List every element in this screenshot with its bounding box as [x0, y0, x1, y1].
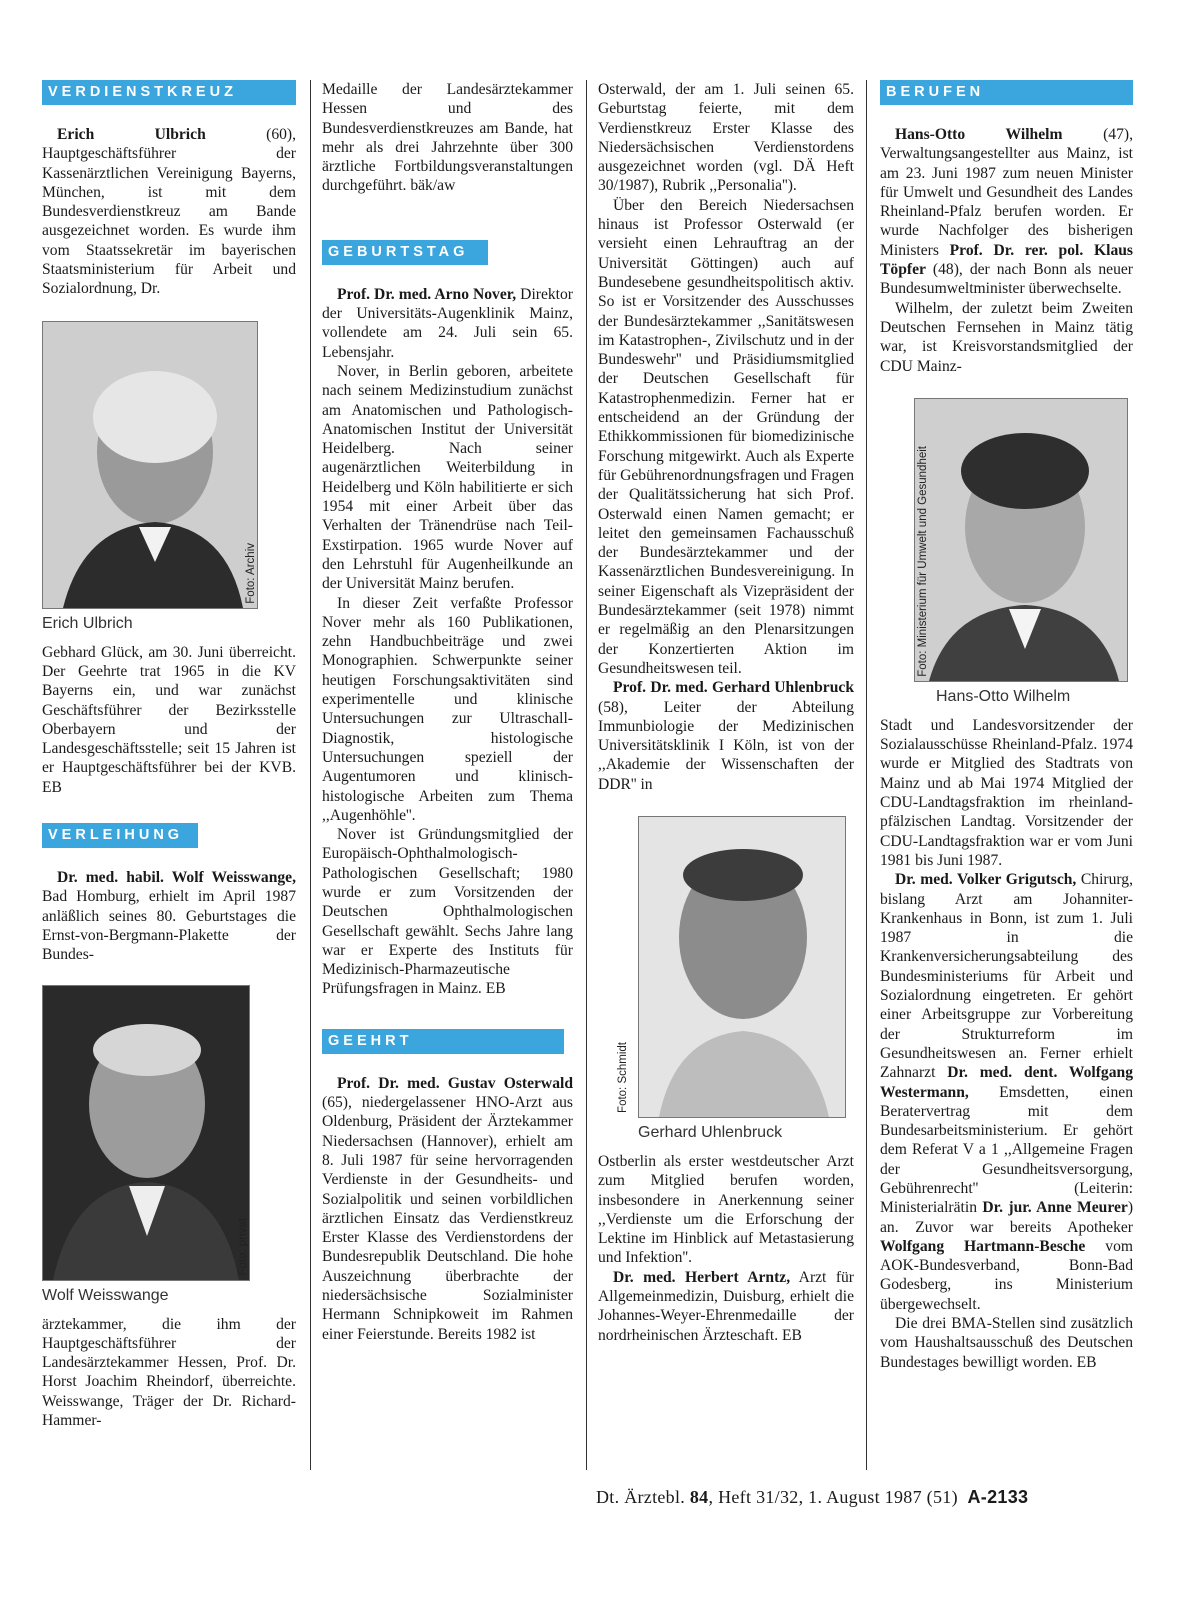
column-4	[880, 80, 1133, 1372]
paragraph-text: (65), niedergelassener HNO-Arzt aus Oldenburg, Präsident der Ärztekammer Niedersachsen (Hannover), erhielt am 8. Juli 1987 für seine hervorragenden Verdienste in der Gesundheits- und Sozialpolitik und seinen vorbildlichen ärztlichen Einsatz das Verdienstkreuz Erster Klasse des Verdienstordens der Bundesrepublik Deutschland. Die hohe Auszeichnung überbrachte der niedersächsische Sozialminister Hermann Schnipkoweit im Rahmen einer Feierstunde. Bereits 1982 ist	[322, 1094, 573, 1343]
portrait-image	[639, 817, 845, 1117]
paragraph-text: Emsdetten, einen Beratervertrag mit dem Bundesarbeitsministerium. Er gehört dem Referat V a 1 ,,Allgemeine Fragen der Gesundheitsversorgung, Gebührenrecht'' (Leiterin: Ministerialrätin	[880, 1083, 1133, 1217]
portrait-image	[915, 399, 1127, 681]
paragraph	[598, 1268, 854, 1345]
page-footer	[596, 1487, 1028, 1508]
paragraph: Gebhard Glück, am 30. Juni überreicht. Der Geehrte trat 1965 in die KV Bayerns ein, und war zunächst Geschäftsführer der Bezirksstelle Oberbayern und der Landesgeschäftsstelle; seit 15 Jahren ist er Hauptgeschäftsführer bei der KVB. EB	[42, 643, 296, 796]
paragraph: Ostberlin als erster westdeutscher Arzt zum Mitglied berufen worden, insbesondere in Anerkennung seiner ,,Verdienste um die Erforschung der Lektine im Hinblick auf Metastasierung und Infektion''.	[598, 1152, 854, 1267]
photo-credit: Foto: Schmidt	[617, 1042, 629, 1113]
paragraph: In dieser Zeit verfaßte Professor Nover mehr als 160 Publikationen, zehn Handbuchbeiträge und zwei Monographien. Schwerpunkte seiner heutigen Forschungsaktivitäten sind experimentelle und klinische Untersuchungen zur Ultraschall-Diagnostik, histologische Untersuchungen speziell der Augentumoren und klinisch-histologische Arbeiten zum Thema ,,Augenhöhle''.	[322, 594, 573, 824]
section-heading-verleihung: VERLEIHUNG	[42, 823, 198, 848]
person-name: Dr. med. Volker Grigutsch,	[895, 871, 1077, 889]
person-name: Dr. med. Herbert Arntz,	[613, 1268, 791, 1286]
paragraph-text: (60), Hauptgeschäftsführer der Kassenärztlichen Vereinigung Bayerns, München, ist mit dem Bundesverdienstkreuz am Bande ausgezeichnet worden. Es wurde ihm vom Staatssekretär im bayerischen Staatsministerium für Arbeit und Sozialordnung, Dr.	[42, 126, 297, 298]
photo-caption: Gerhard Uhlenbruck	[638, 1123, 783, 1141]
paragraph-text: Bad Homburg, erhielt im April 1987 anläßlich seines 80. Geburtstages die Ernst-von-Bergmann-Plakette der Bundes-	[42, 888, 296, 964]
photo-caption: Erich Ulbrich	[42, 614, 133, 632]
column-3	[598, 80, 854, 1345]
column-rule	[586, 80, 587, 1470]
paragraph	[322, 285, 573, 362]
section-heading-verdienstkreuz: VERDIENSTKREUZ	[42, 80, 296, 105]
page-number: A-2133	[967, 1487, 1029, 1507]
person-name: Wolfgang Hartmann-Besche	[880, 1237, 1086, 1255]
paragraph-text: ) an. Zuvor war bereits Apotheker	[880, 1199, 1134, 1236]
column-rule	[866, 80, 867, 1470]
portrait-photo-erich-ulbrich	[42, 321, 258, 609]
person-name: Dr. med. habil. Wolf Weisswange,	[57, 869, 296, 887]
column-1	[42, 80, 296, 1430]
paragraph	[880, 870, 1133, 1314]
journal-name: Dt. Ärztebl.	[596, 1487, 690, 1507]
paragraph: Stadt und Landesvorsitzender der Sozialausschüsse Rheinland-Pfalz. 1974 wurde er Mitglied des Stadtrats von Mainz und ab Mai 1974 Mitglied der CDU-Landtagsfraktion im rheinland-pfälzischen Landtag. Vorsitzender der CDU-Landtagsfraktion war er vom Juni 1981 bis Juni 1987.	[880, 716, 1133, 869]
column-2	[322, 80, 573, 1344]
paragraph-text: Arzt für Allgemeinmedizin, Duisburg, erhielt die Johannes-Weyer-Ehrenmedaille der nordrheinischen Ärzteschaft. EB	[598, 1268, 854, 1344]
paragraph	[598, 678, 854, 794]
section-heading-berufen: BERUFEN	[880, 80, 1133, 105]
paragraph-text: Direktor der Universitäts-Augenklinik Mainz, vollendete am 24. Juli sein 65. Lebensjahr.	[322, 285, 574, 361]
paragraph	[880, 125, 1133, 299]
portrait-photo-wolf-weisswange	[42, 985, 250, 1281]
photo-credit: Foto: privat	[237, 1218, 249, 1276]
person-name: Erich Ulbrich	[57, 126, 206, 143]
paragraph: ärztekammer, die ihm der Hauptgeschäftsführer der Landesärztekammer Hessen, Prof. Dr. Horst Joachim Rheindorf, überreichte. Weisswange, Träger der Dr. Richard-Hammer-	[42, 1315, 296, 1430]
person-name: Dr. med. dent. Wolfgang Westermann,	[880, 1064, 1133, 1101]
column-rule	[310, 80, 311, 1470]
paragraph	[42, 125, 296, 299]
paragraph-text: (48), der nach Bonn als neuer Bundesumweltminister überwechselte.	[880, 261, 1133, 298]
photo-caption: Wolf Weisswange	[42, 1286, 169, 1304]
paragraph	[322, 1074, 573, 1344]
portrait-image	[43, 986, 249, 1280]
paragraph	[42, 868, 296, 964]
paragraph: Wilhelm, der zuletzt beim Zweiten Deutschen Fernsehen in Mainz tätig war, ist Kreisvorstandsmitglied der CDU Mainz-	[880, 299, 1133, 375]
photo-credit: Foto: Archiv	[245, 542, 257, 604]
paragraph: Osterwald, der am 1. Juli seinen 65. Geburtstag feierte, mit dem Verdienstkreuz Erster Klasse des Niedersächsischen Verdienstordens ausgezeichnet worden (vgl. DÄ Heft 30/1987), Rubrik ,,Personalia'').	[598, 81, 854, 195]
photo-credit: Foto: Ministerium für Umwelt und Gesundheit	[917, 446, 929, 677]
person-name: Prof. Dr. med. Gerhard Uhlenbruck	[613, 679, 854, 697]
paragraph: Medaille der Landesärztekammer Hessen und des Bundesverdienstkreuzes am Bande, hat mehr als drei Jahrzehnte über 300 ärztliche Fortbildungsveranstaltungen durchgeführt. bäk/aw	[322, 81, 573, 195]
paragraph: Nover ist Gründungsmitglied der Europäisch-Ophthalmologisch-Pathologischen Gesellschaft; 1980 wurde er zum Vorsitzenden der Deutschen Ophthalmologischen Gesellschaft gewählt. Sechs Jahre lang war er Experte des Instituts für Medizinisch-Pharmazeutische Prüfungsfragen in Mainz. EB	[322, 826, 573, 998]
paragraph-text: vom AOK-Bundesverband, Bonn-Bad Godesberg, ins Ministerium übergewechselt.	[880, 1237, 1133, 1313]
paragraph-text: (58), Leiter der Abteilung Immunbiologie der Medizinischen Universitätsklinik I Köln, ist von der ,,Akademie der Wissenschaften der DDR'' in	[598, 698, 854, 793]
portrait-image	[43, 322, 257, 608]
paragraph-text: Chirurg, bislang Arzt am Johanniter-Krankenhaus in Bonn, ist zum 1. Juli 1987 in die Krankenversicherungsabteilung des Bundesministeriums für Arbeit und Sozialordnung eingetreten. Er gehört einer Arbeitsgruppe zur Vorbereitung der Strukturreform im Gesundheitswesen an. Ferner erhielt Zahnarzt	[880, 871, 1133, 1082]
person-name: Dr. jur. Anne Meurer	[982, 1199, 1128, 1217]
paragraph-text: (47), Verwaltungsangestellter aus Mainz, ist am 23. Juni 1987 zum neuen Minister für Umwelt und Gesundheit des Landes Rheinland-Pfalz berufen worden. Er wurde Nachfolger des bisherigen Ministers	[880, 126, 1133, 259]
portrait-photo-gerhard-uhlenbruck	[617, 816, 846, 1118]
person-name: Prof. Dr. med. Gustav Osterwald	[337, 1074, 573, 1092]
person-name: Hans-Otto Wilhelm	[895, 126, 1063, 143]
person-name: Prof. Dr. med. Arno Nover,	[337, 285, 517, 303]
portrait-photo-hans-otto-wilhelm	[914, 398, 1128, 682]
paragraph: Nover, in Berlin geboren, arbeitete nach seinem Medizinstudium zunächst am Anatomischen und Pathologisch-Anatomischen Institut der Universität Heidelberg. Nach seiner augenärztlichen Weiterbildung in Heidelberg und Köln habilitierte er sich 1954 mit einer Arbeit über das Verhalten der Tränendrüse nach Teil-Exstirpation. 1965 wurde Nover auf den Lehrstuhl für Augenheilkunde an der Universität Mainz berufen.	[322, 362, 573, 593]
issue-info: , Heft 31/32, 1. August 1987 (51)	[708, 1487, 958, 1507]
photo-caption: Hans-Otto Wilhelm	[936, 687, 1071, 705]
section-heading-geehrt: GEEHRT	[322, 1029, 564, 1054]
person-name: Prof. Dr. rer. pol. Klaus Töpfer	[880, 241, 1133, 279]
volume-number: 84	[689, 1487, 709, 1507]
section-heading-geburtstag: GEBURTSTAG	[322, 240, 488, 265]
paragraph: Die drei BMA-Stellen sind zusätzlich vom Haushaltsausschuß des Deutschen Bundestages bewilligt worden. EB	[880, 1315, 1133, 1371]
paragraph: Über den Bereich Niedersachsen hinaus ist Professor Osterwald (er versieht einen Lehrauftrag an der Universität Göttingen) auch auf Bundesebene gesundheitspolitisch aktiv. So ist er Vorsitzender des Ausschusses der Bundesärztekammer ,,Sanitätswesen im Katastrophen-, Zivilschutz und in der Bundeswehr'' und Präsidiumsmitglied der Deutschen Gesellschaft für Katastrophenmedizin. Ferner hat er entscheidend an der Gründung der Ethikkommissionen für biomedizinische Forschung mitgewirkt. Auch als Experte für Gebührenordnungsfragen und Fragen der Qualitätssicherung hat sich Prof. Osterwald einen Namen gemacht; er leitet den gemeinsamen Fachausschuß der Bundesärztekammer und der Kassenärztlichen Bundesvereinigung. In seiner Eigenschaft als Vizepräsident der Bundesärztekammer (seit 1978) nimmt er regelmäßig an den Plenarsitzungen der Konzertierten Aktion im Gesundheitswesen teil.	[598, 196, 854, 677]
